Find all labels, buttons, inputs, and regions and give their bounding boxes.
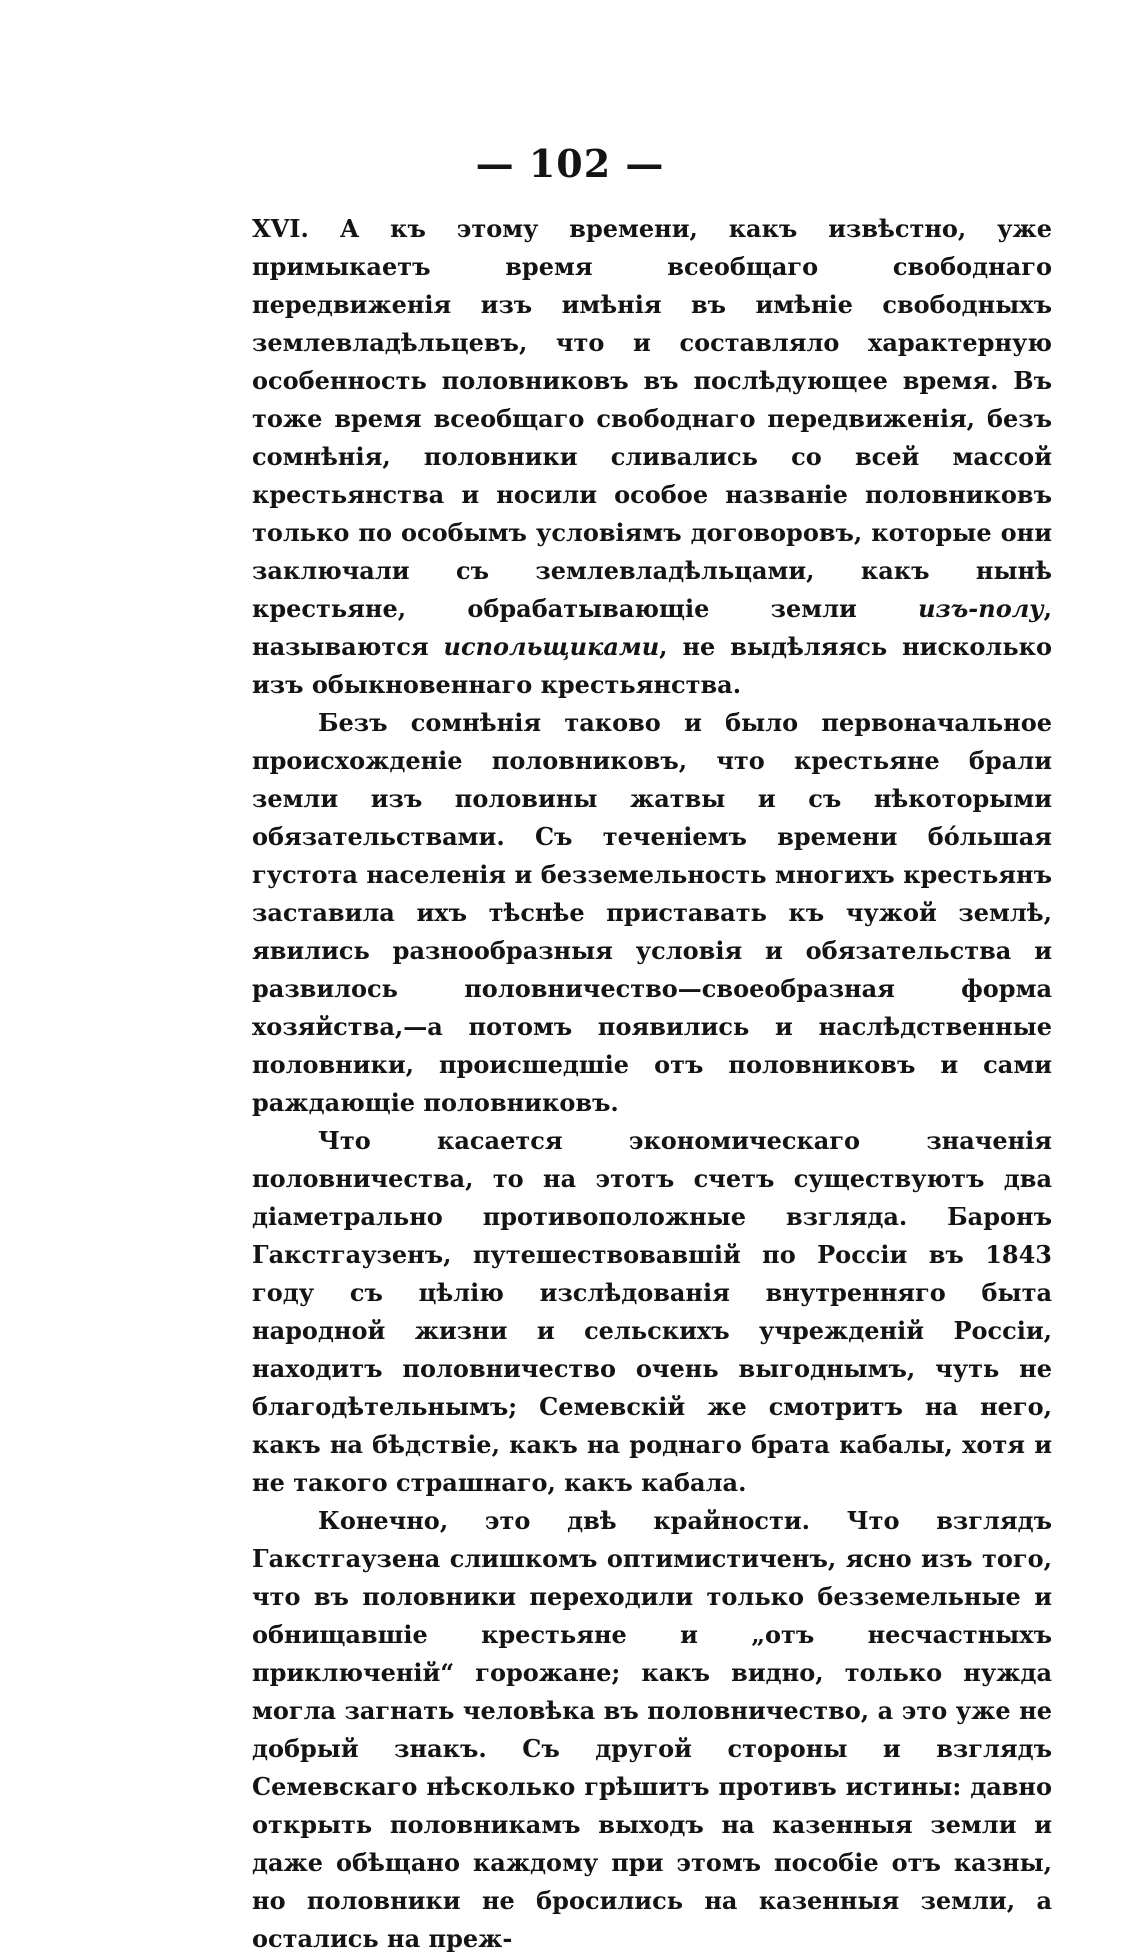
paragraph-3: Что касается экономическаго значенія половничества, то на этотъ счетъ существуютъ два діаметрально противоположные взгляда. Баронъ Гакстгаузенъ, путешествовавшій по Россіи въ 1843 году съ цѣлію изслѣдованія внутренняго быта народной жизни и сельскихъ учрежденій Россіи, находитъ половничество очень выгоднымъ, чуть не благодѣтельнымъ; Семевскій же смотритъ на него, какъ на бѣдствіе, какъ на роднаго брата кабалы, хотя и не такого страшнаго, какъ кабала. <box>252 1126 1052 1497</box>
emphasis-iz-polu: изъ-полу <box>918 594 1044 623</box>
paragraph-1-text-a: А къ этому времени, какъ извѣстно, уже примыкаетъ время всеобщаго свободнаго передвиженія изъ имѣнія въ имѣніе свободныхъ землевладѣльцевъ, что и составляло характерную особенность половниковъ въ послѣдующее время. Въ тоже время всеобщаго свободнаго передвиженія, безъ сомнѣнія, половники сливались со всей массой крестьянства и носили особое названіе половниковъ только по особымъ условіямъ договоровъ, которые они заключали съ землевладѣльцами, какъ нынѣ крестьяне, обрабатывающіе земли <box>252 214 1053 623</box>
paragraph-1-text-c: , не выдѣляясь нисколько изъ обыкновеннаго крестьянства. <box>252 632 1052 699</box>
section-label: XVI. <box>252 214 309 243</box>
paragraph-2: Безъ сомнѣнія таково и было первоначальное происхожденіе половниковъ, что крестьяне брали земли изъ половины жатвы и съ нѣкоторыми обязательствами. Съ теченіемъ времени бо́льшая густота населенія и безземельность многихъ крестьянъ заставила ихъ тѣснѣе приставать къ чужой землѣ, явились разнообразныя условія и обязательства и развилось половничество—своеобразная форма хозяйства,—а потомъ появились и наслѣдственные половники, происшедшіе отъ половниковъ и сами раждающіе половниковъ. <box>252 708 1052 1117</box>
emphasis-ispolshchiki: испольщиками <box>443 632 660 661</box>
paragraph-1 <box>252 210 1052 704</box>
page-number: — 102 — <box>475 141 665 186</box>
paragraph-4: Конечно, это двѣ крайности. Что взглядъ Гакстгаузена слишкомъ оптимистиченъ, ясно изъ того, что въ половники переходили только безземельные и обнищавшіе крестьяне и „отъ несчастныхъ приключеній“ горожане; какъ видно, только нужда могла загнать человѣка въ половничество, а это уже не добрый знакъ. Съ другой стороны и взглядъ Семевскаго нѣсколько грѣшитъ противъ истины: давно открыть половникамъ выходъ на казенныя земли и даже обѣщано каждому при этомъ пособіе отъ казны, но половники не бросились на казенныя земли, а остались на преж- <box>252 1506 1052 1953</box>
paragraph-1-text-b: , называются <box>252 594 1052 661</box>
text-body <box>252 210 1052 1958</box>
